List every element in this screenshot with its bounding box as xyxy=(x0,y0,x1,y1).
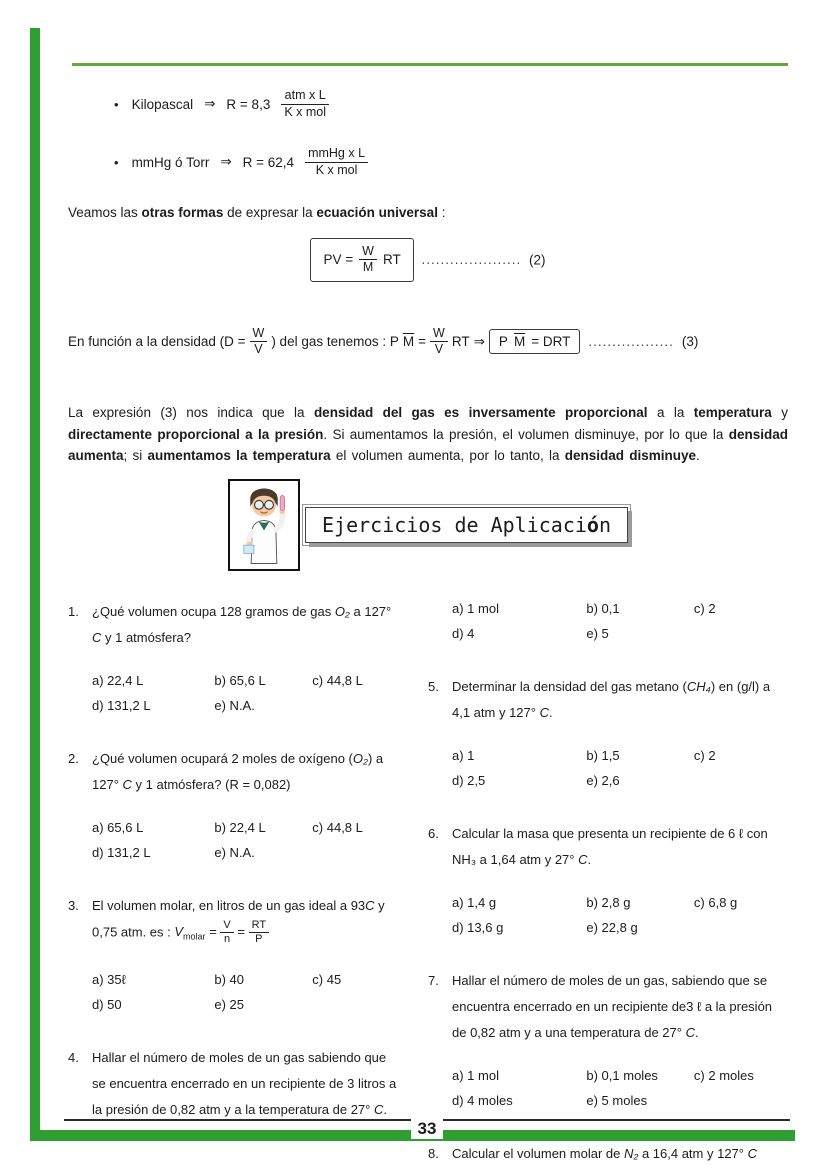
answer-option: b) 22,4 L xyxy=(214,819,266,835)
fraction-numerator: mmHg x L xyxy=(305,146,368,163)
question-number: 6. xyxy=(428,825,439,841)
fraction-numerator: V xyxy=(220,919,233,934)
equation-lhs: PV = xyxy=(323,252,354,268)
equation-2-row xyxy=(68,238,788,282)
fraction-denominator: n xyxy=(224,933,231,946)
equation-rhs: RT xyxy=(382,252,401,268)
w-over-v-fraction xyxy=(250,326,268,358)
fraction-numerator: W xyxy=(430,326,448,343)
text-segment: y 0,75 atm. es : xyxy=(92,897,385,940)
page-footer xyxy=(64,1119,790,1139)
text-segment: y xyxy=(771,405,788,420)
exercises-title xyxy=(305,507,628,543)
answer-option: d) 131,2 L xyxy=(92,697,151,713)
question-text xyxy=(452,1141,788,1167)
text-segment: Ejercicios de Aplicaci xyxy=(322,512,587,537)
answer-option: a) 22,4 L xyxy=(92,672,144,688)
question-body xyxy=(92,1045,398,1123)
equation-2-box xyxy=(310,238,413,282)
answer-option: a) 65,6 L xyxy=(92,819,144,835)
answer-option: a) 1 mol xyxy=(452,1067,499,1083)
unit-label: Kilopascal xyxy=(131,96,194,112)
text-segment: Hallar el número de moles de un gas, sabiendo que se encuentra encerrado en un recipiente de3 ℓ a la presión de 0,82 atm y a una temperatura de 27° xyxy=(452,972,773,1040)
text-segment: . xyxy=(383,1101,387,1117)
question-text xyxy=(452,674,788,726)
answer-option: c) 6,8 g xyxy=(693,894,738,910)
text-segment: el volumen aumenta, por lo tanto, la xyxy=(330,448,565,463)
v-over-n-fraction xyxy=(220,919,233,948)
r-value: R = 8,3 xyxy=(226,96,271,112)
fraction-numerator: W xyxy=(250,326,268,343)
question-4-options xyxy=(428,599,788,644)
answer-option: b) 2,8 g xyxy=(586,894,631,910)
text-segment: Calcular la masa que presenta un recipiente de 6 ℓ con NH₃ a 1,64 atm y 27° xyxy=(452,825,768,867)
text-segment: ¿Qué volumen ocupa 128 gramos de gas xyxy=(92,603,335,619)
w-over-m-fraction xyxy=(359,244,377,276)
text-segment: directamente proporcional a la presión xyxy=(68,426,324,442)
answer-option: c) 44,8 L xyxy=(312,672,363,688)
question-body xyxy=(452,821,788,938)
m-bar-symbol: $\overline{M}$ xyxy=(402,334,415,350)
answer-option: a) 35ℓ xyxy=(92,971,126,987)
intro-line xyxy=(68,205,788,220)
text-segment: a 16,4 atm y 127° xyxy=(638,1145,748,1161)
density-mid-text: ) del gas tenemos : P xyxy=(271,334,399,350)
molar-subscript: molar xyxy=(183,931,206,942)
answer-option: a) 1 xyxy=(452,747,475,763)
text-segment: N₂ xyxy=(623,1145,639,1161)
question-4 xyxy=(68,1045,398,1123)
question-number: 5. xyxy=(428,678,439,694)
text-segment: ecuación universal xyxy=(316,204,438,220)
answer-option: e) 5 moles xyxy=(586,1092,648,1108)
r-units-fraction xyxy=(305,146,368,178)
text-segment: . xyxy=(587,851,592,867)
options-grid xyxy=(92,970,398,1015)
answer-option: e) N.A. xyxy=(214,844,255,860)
text-segment: ) en (g/l) a 4,1 atm y 127° xyxy=(452,678,771,720)
equation-number: (2) xyxy=(529,252,546,268)
answer-option: e) 5 xyxy=(586,625,609,641)
text-segment: de expresar la xyxy=(223,204,317,220)
fraction-denominator: P xyxy=(255,933,263,946)
fraction-denominator-mbar: M xyxy=(362,260,374,275)
text-segment: aumentamos la temperatura xyxy=(147,448,331,463)
fraction-numerator: RT xyxy=(249,919,269,934)
scientist-illustration xyxy=(228,479,300,571)
question-number: 8. xyxy=(428,1145,439,1161)
text-segment: CH₄ xyxy=(686,678,711,694)
answer-option: a) 1 mol xyxy=(452,600,499,616)
text-segment: C xyxy=(685,1024,695,1040)
answer-option: d) 4 xyxy=(452,625,475,641)
text-segment: temperatura xyxy=(693,405,772,420)
text-segment: . Si aumentamos la presión, el volumen disminuye, por lo que la xyxy=(323,426,729,442)
equation-3-box xyxy=(489,329,580,354)
answer-option: d) 131,2 L xyxy=(92,844,151,860)
text-segment: El volumen molar, en litros de un gas ideal a 93 xyxy=(92,897,366,913)
top-green-rule xyxy=(72,63,788,66)
p-symbol: P xyxy=(498,334,508,350)
equals-sign: = xyxy=(209,924,217,940)
m-bar-symbol: $\overline{M}$ xyxy=(513,334,526,350)
text-segment: ¿Qué volumen ocupará 2 moles de oxígeno ( xyxy=(92,750,353,766)
dotted-leader: .................. xyxy=(588,334,674,350)
text-segment: ) a 127° xyxy=(92,750,384,792)
text-segment: densidad aumenta xyxy=(68,426,788,463)
question-1 xyxy=(68,599,398,716)
question-7 xyxy=(428,968,788,1111)
text-segment: Calcular el volumen molar de xyxy=(452,1145,624,1161)
question-body xyxy=(92,746,398,863)
fraction-denominator: V xyxy=(254,342,263,357)
r-constant-bullets xyxy=(114,88,788,179)
question-3 xyxy=(68,893,398,1015)
question-text xyxy=(92,746,398,798)
scientist-drawing xyxy=(231,482,297,568)
answer-option: b) 65,6 L xyxy=(214,672,266,688)
question-body xyxy=(452,674,788,791)
text-segment: . xyxy=(696,448,700,463)
text-segment: O₂ xyxy=(334,603,350,619)
r-value: R = 62,4 xyxy=(242,154,295,170)
question-text xyxy=(92,1045,398,1123)
question-body xyxy=(92,599,398,716)
fraction-denominator: K x mol xyxy=(315,162,358,177)
fraction-denominator: V xyxy=(434,342,444,357)
text-segment: densidad disminuye xyxy=(564,448,697,463)
text-segment: ó xyxy=(586,512,599,537)
question-body xyxy=(452,599,788,644)
text-segment: a 127° xyxy=(349,603,392,619)
question-number-spacer xyxy=(428,599,452,644)
text-segment: a la xyxy=(647,405,694,420)
answer-option: c) 2 moles xyxy=(693,1067,754,1083)
text-segment: y 1 atmósfera? (R = 0,082) xyxy=(131,776,291,792)
equation-rest: = DRT xyxy=(531,334,571,350)
bullet-kilopascal xyxy=(114,88,788,120)
dotted-leader: ..................... xyxy=(421,252,522,268)
text-segment: La expresión (3) nos indica que la xyxy=(68,405,314,420)
answer-option: c) 2 xyxy=(693,747,716,763)
options-grid xyxy=(452,599,788,644)
implies-arrow-icon: ⇒ xyxy=(473,333,485,349)
options-grid xyxy=(452,746,788,791)
answer-option: e) 25 xyxy=(214,996,245,1012)
bullet-mmhg-torr xyxy=(114,146,788,178)
question-number: 7. xyxy=(428,972,439,988)
text-segment: Veamos las xyxy=(68,204,142,220)
v-symbol: V xyxy=(174,924,184,940)
exercises-banner xyxy=(68,479,788,571)
options-grid xyxy=(452,893,788,938)
text-segment: C xyxy=(365,897,375,913)
question-text xyxy=(452,968,788,1046)
answer-option: e) N.A. xyxy=(214,697,255,713)
text-segment: C xyxy=(578,851,588,867)
answer-option: e) 2,6 xyxy=(586,772,620,788)
text-segment: y 1 atmósfera? xyxy=(101,629,191,645)
answer-option: c) 2 xyxy=(693,600,716,616)
options-grid xyxy=(92,818,398,863)
bullet-icon: • xyxy=(114,154,119,170)
text-segment: n xyxy=(598,512,611,537)
text-segment: otras formas xyxy=(141,204,224,220)
answer-option: b) 1,5 xyxy=(586,747,620,763)
question-text xyxy=(92,599,398,651)
options-grid xyxy=(452,1066,788,1111)
r-units-fraction xyxy=(281,88,329,120)
answer-option: b) 40 xyxy=(214,971,245,987)
text-segment: C xyxy=(92,629,102,645)
fraction-denominator: K x mol xyxy=(284,104,327,119)
answer-option: e) 22,8 g xyxy=(586,919,638,935)
question-5 xyxy=(428,674,788,791)
answer-option: b) 0,1 xyxy=(586,600,620,616)
text-segment: C xyxy=(747,1145,757,1161)
text-segment: Determinar la densidad del gas metano ( xyxy=(452,678,687,694)
text-segment: C xyxy=(539,704,549,720)
left-green-frame-bar xyxy=(30,28,40,1141)
unit-label: mmHg ó Torr xyxy=(131,154,210,170)
fraction-numerator: atm x L xyxy=(281,88,329,105)
question-8 xyxy=(428,1141,788,1167)
right-column xyxy=(428,599,788,1171)
answer-option: d) 13,6 g xyxy=(452,919,504,935)
equation-number: (3) xyxy=(681,334,699,350)
answer-option: a) 1,4 g xyxy=(452,894,497,910)
text-segment: . xyxy=(694,1024,699,1040)
text-segment: Hallar el número de moles de un gas sabiendo que se encuentra encerrado en un recipiente de 3 litros a la presión de 0,82 atm y a la temperatura de 27° xyxy=(92,1049,397,1117)
molar-volume-formula xyxy=(174,918,269,946)
left-column xyxy=(68,599,398,1153)
expression-3-paragraph xyxy=(68,402,788,467)
options-grid xyxy=(92,671,398,716)
equals-sign: = xyxy=(418,334,427,350)
exercise-columns xyxy=(68,599,788,1171)
implies-arrow-icon: ⇒ xyxy=(220,154,232,170)
question-body xyxy=(452,1141,788,1167)
text-segment: C xyxy=(122,776,132,792)
question-6 xyxy=(428,821,788,938)
w-over-v-fraction xyxy=(430,326,448,358)
text-segment: densidad del gas es inversamente proporcional xyxy=(313,405,648,420)
density-equation-row xyxy=(68,326,788,358)
page-content xyxy=(68,80,788,1171)
text-segment: O₂ xyxy=(352,750,368,766)
question-body xyxy=(92,893,398,1015)
answer-option: c) 45 xyxy=(312,971,342,987)
rt-over-p-fraction xyxy=(249,919,269,948)
answer-option: c) 44,8 L xyxy=(312,819,363,835)
answer-option: b) 0,1 moles xyxy=(586,1067,658,1083)
question-text xyxy=(452,821,788,873)
text-segment: ; si xyxy=(123,448,148,463)
question-number: 2. xyxy=(68,750,79,766)
equals-sign: = xyxy=(237,924,245,940)
answer-option: d) 50 xyxy=(92,996,122,1012)
question-number: 4. xyxy=(68,1049,79,1065)
density-lead-text: En función a la densidad (D = xyxy=(68,334,246,350)
question-number: 1. xyxy=(68,603,79,619)
text-segment: : xyxy=(437,204,446,220)
question-2 xyxy=(68,746,398,863)
fraction-numerator: W xyxy=(359,244,377,261)
bullet-icon: • xyxy=(114,96,119,112)
question-number: 3. xyxy=(68,897,79,913)
question-body xyxy=(452,968,788,1111)
text-segment: . xyxy=(548,704,553,720)
answer-option: d) 2,5 xyxy=(452,772,486,788)
implies-arrow-icon: ⇒ xyxy=(204,96,216,112)
page-number: 33 xyxy=(411,1119,444,1139)
question-text xyxy=(92,893,398,950)
text-segment: C xyxy=(373,1101,384,1117)
answer-option: d) 4 moles xyxy=(452,1092,513,1108)
rt-term: RT xyxy=(451,334,470,350)
